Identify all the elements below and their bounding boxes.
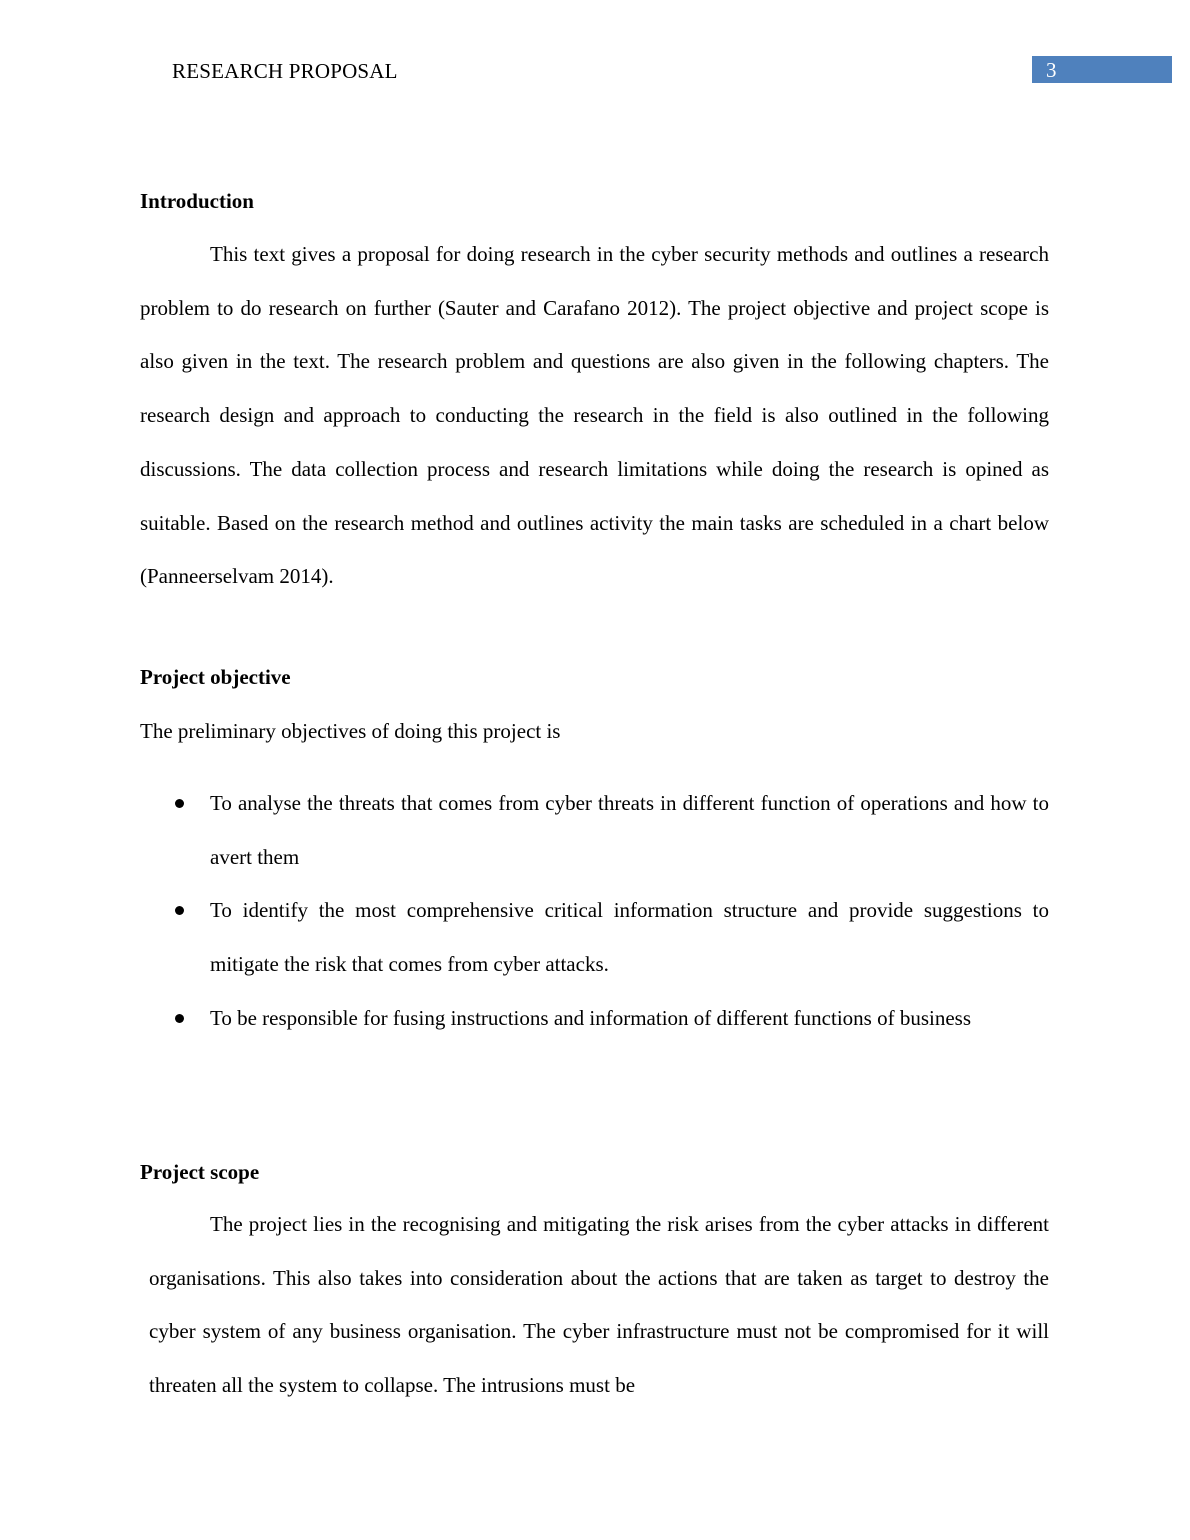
list-item (140, 992, 1049, 1046)
objective-lead: The preliminary objectives of doing this project is (140, 719, 561, 743)
list-item-text: To be responsible for fusing instructions and information of different functions of business (210, 1005, 972, 1030)
bullet-icon (175, 799, 184, 808)
list-item (140, 884, 1049, 991)
bullet-icon (175, 1014, 184, 1023)
introduction-paragraph: This text gives a proposal for doing research in the cyber security methods and outlines a research problem to do research on further (Sauter and Carafano 2012). The project objective and project scope is also given in the text. The research problem and questions are also given in the following chapters. The research design and approach to conducting the research in the field is also outlined in the following discussions. The data collection process and research limitations while doing the research is opined as suitable. Based on the research method and outlines activity the main tasks are scheduled in a chart below (Panneerselvam 2014). (140, 242, 1049, 589)
scope-heading: Project scope (140, 1160, 260, 1184)
list-item (140, 777, 1049, 884)
list-item-text: To identify the most comprehensive critical information structure and provide suggestions to mitigate the risk that comes from cyber attacks. (210, 898, 1049, 977)
objective-heading: Project objective (140, 665, 291, 689)
bullet-icon (175, 906, 184, 915)
page-number: 3 (1046, 58, 1057, 82)
list-item-text: To analyse the threats that comes from cyber threats in different function of operations and how to avert them (210, 791, 1049, 869)
scope-paragraph: The project lies in the recognising and mitigating the risk arises from the cyber attacks in different organisations. This also takes into consideration about the actions that are taken as target to destroy the cyber system of any business organisation. The cyber infrastructure must not be compromised for it will threaten all the system to collapse. The intrusions must be (149, 1212, 1049, 1398)
page-number-badge (1032, 56, 1172, 83)
objective-bullet-list (140, 777, 1049, 1046)
introduction-heading: Introduction (140, 189, 254, 213)
running-head: RESEARCH PROPOSAL (172, 59, 398, 83)
